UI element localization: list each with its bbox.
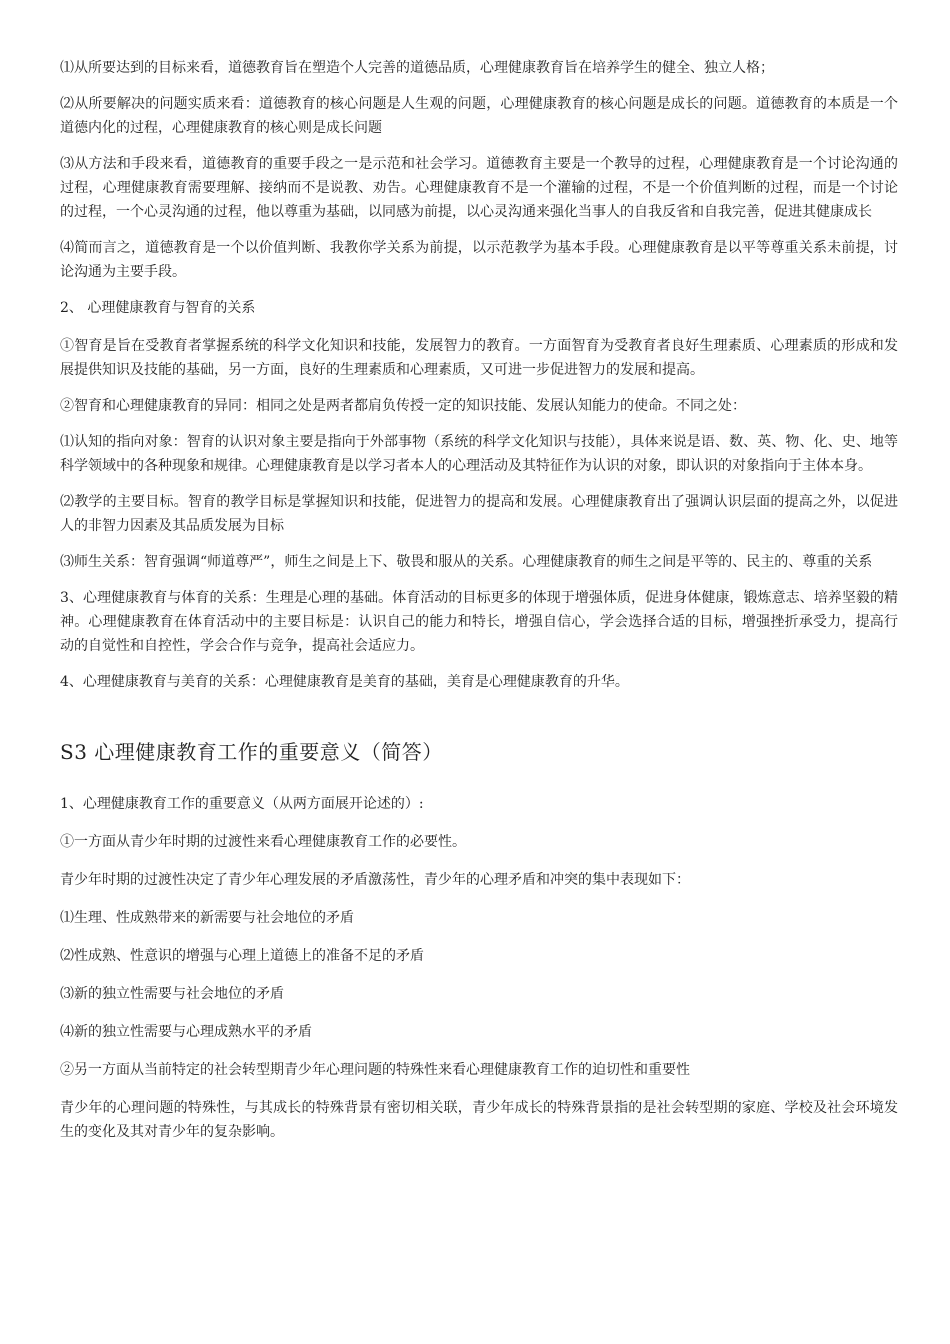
document-page (60, 56, 898, 1156)
paragraph-problem-essence: ⑵从所要解决的问题实质来看：道德教育的核心问题是人生观的问题，心理健康教育的核心问题是成长的问题。道德教育的本质是一个道德内化的过程，心理健康教育的核心则是成长问题 (60, 96, 898, 136)
section-moral-education-comparison (60, 56, 898, 694)
paragraph-teacher-student: ⑶师生关系：智育强调“师道尊严”，师生之间是上下、敬畏和服从的关系。心理健康教育的师生之间是平等的、民主的、尊重的关系 (60, 554, 873, 570)
paragraph-special-background: 青少年的心理问题的特殊性，与其成长的特殊背景有密切相关联，青少年成长的特殊背景指的是社会转型期的家庭、学校及社会环境发生的变化及其对青少年的复杂影响。 (60, 1100, 898, 1140)
paragraph-physical-education: 3、心理健康教育与体育的关系：生理是心理的基础。体育活动的目标更多的体现于增强体质，促进身体健康，锻炼意志、培养坚毅的精神。心理健康教育在体育活动中的主要目标是：认识自己的能力和特长，增强自信心，学会选择合适的目标，增强挫折承受力，提高行动的自觉性和自控性，学会合作与竞争，提高社会适应力。 (60, 590, 898, 654)
paragraph-teaching-goal: ⑵教学的主要目标。智育的教学目标是掌握知识和技能，促进智力的提高和发展。心理健康教育出了强调认识层面的提高之外，以促进人的非智力因素及其品质发展为目标 (60, 494, 898, 534)
section-significance (60, 792, 898, 1144)
paragraph-aesthetic-education: 4、心理健康教育与美育的关系：心理健康教育是美育的基础，美育是心理健康教育的升华。 (60, 674, 629, 690)
list-item-contradiction-2: ⑵性成熟、性意识的增强与心理上道德上的准备不足的矛盾 (60, 948, 424, 964)
section-heading: S3 心理健康教育工作的重要意义（简答） (60, 740, 443, 764)
paragraph-intellectual-definition: ①智育是旨在受教育者掌握系统的科学文化知识和技能，发展智力的教育。一方面智育为受教育者良好生理素质、心理素质的形成和发展提供知识及技能的基础，另一方面，良好的生理素质和心理素质，又可进一步促进智力的发展和提高。 (60, 338, 898, 378)
paragraph-summary: ⑷简而言之，道德教育是一个以价值判断、我教你学关系为前提，以示范教学为基本手段。心理健康教育是以平等尊重关系未前提，讨论沟通为主要手段。 (60, 240, 898, 280)
paragraph-contradiction-intro: 青少年时期的过渡性决定了青少年心理发展的矛盾激荡性，青少年的心理矛盾和冲突的集中表现如下： (60, 872, 690, 888)
subheading-intellectual-education: 2、 心理健康教育与智育的关系 (60, 300, 256, 316)
paragraph-goal-comparison: ⑴从所要达到的目标来看，道德教育旨在塑造个人完善的道德品质，心理健康教育旨在培养学生的健全、独立人格； (60, 60, 774, 76)
paragraph-similarities-differences: ②智育和心理健康教育的异同：相同之处是两者都肩负传授一定的知识技能、发展认知能力的使命。不同之处： (60, 398, 746, 414)
list-item-contradiction-1: ⑴生理、性成熟带来的新需要与社会地位的矛盾 (60, 910, 354, 926)
list-item-contradiction-4: ⑷新的独立性需要与心理成熟水平的矛盾 (60, 1024, 312, 1040)
paragraph-cognitive-target: ⑴认知的指向对象：智育的认识对象主要是指向于外部事物（系统的科学文化知识与技能），具体来说是语、数、英、物、化、史、地等科学领域中的各种现象和规律。心理健康教育是以学习者本人的心理活动及其特征作为认识的对象，即认识的对象指向于主体本身。 (60, 434, 898, 474)
paragraph-social-transition: ②另一方面从当前特定的社会转型期青少年心理问题的特殊性来看心理健康教育工作的迫切性和重要性 (60, 1062, 690, 1078)
paragraph-methods-means: ⑶从方法和手段来看，道德教育的重要手段之一是示范和社会学习。道德教育主要是一个教导的过程，心理健康教育是一个讨论沟通的过程，心理健康教育需要理解、接纳而不是说教、劝告。心理健康教育不是一个灌输的过程，不是一个价值判断的过程，而是一个讨论的过程，一个心灵沟通的过程，他以尊重为基础，以同感为前提，以心灵沟通来强化当事人的自我反省和自我完善，促进其健康成长 (60, 156, 898, 220)
list-item-contradiction-3: ⑶新的独立性需要与社会地位的矛盾 (60, 986, 284, 1002)
paragraph-significance-intro: 1、心理健康教育工作的重要意义（从两方面展开论述的）: (60, 796, 424, 812)
paragraph-transition-necessity: ①一方面从青少年时期的过渡性来看心理健康教育工作的必要性。 (60, 834, 466, 850)
